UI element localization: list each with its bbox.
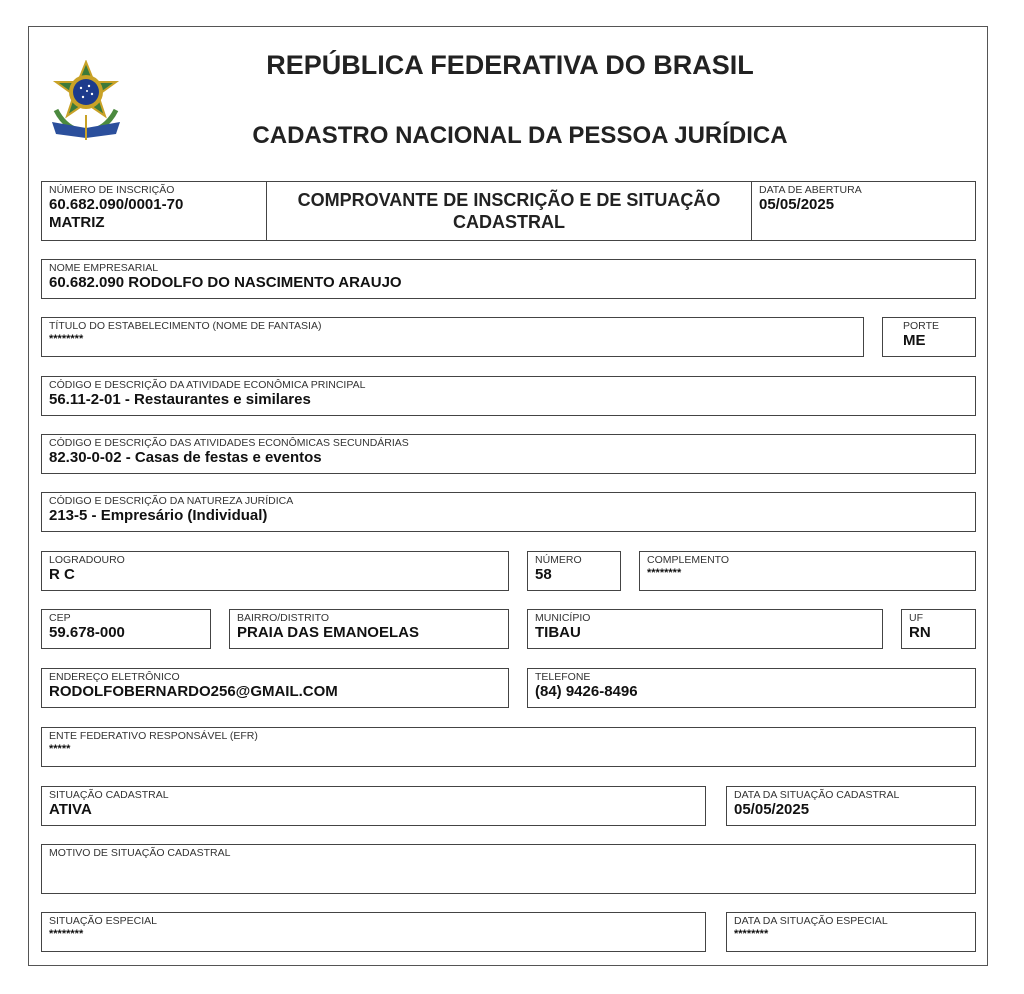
uf-box xyxy=(901,609,976,649)
porte-value: ME xyxy=(903,332,926,349)
municipio-box xyxy=(527,609,883,649)
nome-empresarial-box xyxy=(41,259,976,299)
situacao-cadastral-label: SITUAÇÃO CADASTRAL xyxy=(49,789,169,801)
telefone-value: (84) 9426-8496 xyxy=(535,683,638,700)
situacao-especial-value: ******** xyxy=(49,928,84,940)
bairro-box xyxy=(229,609,509,649)
natureza-juridica-label: CÓDIGO E DESCRIÇÃO DA NATUREZA JURÍDICA xyxy=(49,495,294,507)
numero-label: NÚMERO xyxy=(535,554,582,566)
efr-box xyxy=(41,727,976,767)
cep-value: 59.678-000 xyxy=(49,624,125,641)
nome-empresarial-label: NOME EMPRESARIAL xyxy=(49,262,159,274)
inscricao-tipo: MATRIZ xyxy=(49,214,105,231)
uf-value: RN xyxy=(909,624,931,641)
motivo-box xyxy=(41,844,976,894)
data-situacao-especial-label: DATA DA SITUAÇÃO ESPECIAL xyxy=(734,915,888,927)
atividades-secundarias-value: 82.30-0-02 - Casas de festas e eventos xyxy=(49,449,322,466)
natureza-juridica-value: 213-5 - Empresário (Individual) xyxy=(49,507,268,524)
numero-box xyxy=(527,551,621,591)
cep-label: CEP xyxy=(49,612,71,624)
abertura-value: 05/05/2025 xyxy=(759,196,835,213)
data-situacao-especial-box xyxy=(726,912,976,952)
cep-box xyxy=(41,609,211,649)
atividade-principal-label: CÓDIGO E DESCRIÇÃO DA ATIVIDADE ECONÔMICA PRINCIPAL xyxy=(49,379,366,391)
logradouro-box xyxy=(41,551,509,591)
email-value: RODOLFOBERNARDO256@GMAIL.COM xyxy=(49,683,338,700)
page-title: REPÚBLICA FEDERATIVA DO BRASIL xyxy=(266,50,754,80)
titulo-label: TÍTULO DO ESTABELECIMENTO (NOME DE FANTASIA) xyxy=(49,320,322,332)
comprovante-title-box xyxy=(266,181,752,241)
municipio-label: MUNICÍPIO xyxy=(535,612,591,624)
complemento-value: ******** xyxy=(647,567,682,579)
titulo-box xyxy=(41,317,864,357)
logradouro-label: LOGRADOURO xyxy=(49,554,125,566)
nome-empresarial-value: 60.682.090 RODOLFO DO NASCIMENTO ARAUJO xyxy=(49,274,402,291)
complemento-label: COMPLEMENTO xyxy=(647,554,730,566)
comprovante-title-line2: CADASTRAL xyxy=(453,212,565,232)
atividades-secundarias-label: CÓDIGO E DESCRIÇÃO DAS ATIVIDADES ECONÔMICAS SECUNDÁRIAS xyxy=(49,437,409,449)
porte-box xyxy=(882,317,976,357)
efr-value: ***** xyxy=(49,743,71,755)
efr-label: ENTE FEDERATIVO RESPONSÁVEL (EFR) xyxy=(49,730,258,742)
telefone-box xyxy=(527,668,976,708)
bairro-label: BAIRRO/DISTRITO xyxy=(237,612,329,624)
porte-label: PORTE xyxy=(903,320,939,332)
atividade-principal-box xyxy=(41,376,976,416)
data-situacao-box xyxy=(726,786,976,826)
uf-label: UF xyxy=(909,612,923,624)
numero-value: 58 xyxy=(535,566,552,583)
inscricao-box xyxy=(41,181,267,241)
email-box xyxy=(41,668,509,708)
email-label: ENDEREÇO ELETRÔNICO xyxy=(49,671,180,683)
data-situacao-label: DATA DA SITUAÇÃO CADASTRAL xyxy=(734,789,900,801)
inscricao-label: NÚMERO DE INSCRIÇÃO xyxy=(49,184,175,196)
inscricao-number: 60.682.090/0001-70 xyxy=(49,196,184,213)
telefone-label: TELEFONE xyxy=(535,671,591,683)
atividades-secundarias-box xyxy=(41,434,976,474)
situacao-cadastral-value: ATIVA xyxy=(49,801,92,818)
titulo-value: ******** xyxy=(49,333,84,345)
data-situacao-value: 05/05/2025 xyxy=(734,801,810,818)
situacao-cadastral-box xyxy=(41,786,706,826)
comprovante-title-line1: COMPROVANTE DE INSCRIÇÃO E DE SITUAÇÃO xyxy=(297,190,721,210)
natureza-juridica-box xyxy=(41,492,976,532)
motivo-label: MOTIVO DE SITUAÇÃO CADASTRAL xyxy=(49,847,231,859)
brazil-coat-of-arms-icon xyxy=(46,60,126,142)
logradouro-value: R C xyxy=(49,566,75,583)
situacao-especial-label: SITUAÇÃO ESPECIAL xyxy=(49,915,157,927)
atividade-principal-value: 56.11-2-01 - Restaurantes e similares xyxy=(49,391,311,408)
municipio-value: TIBAU xyxy=(535,624,581,641)
situacao-especial-box xyxy=(41,912,706,952)
bairro-value: PRAIA DAS EMANOELAS xyxy=(237,624,419,641)
abertura-box xyxy=(751,181,976,241)
page-subtitle: CADASTRO NACIONAL DA PESSOA JURÍDICA xyxy=(252,122,788,149)
data-situacao-especial-value: ******** xyxy=(734,928,769,940)
complemento-box xyxy=(639,551,976,591)
abertura-label: DATA DE ABERTURA xyxy=(759,184,862,196)
